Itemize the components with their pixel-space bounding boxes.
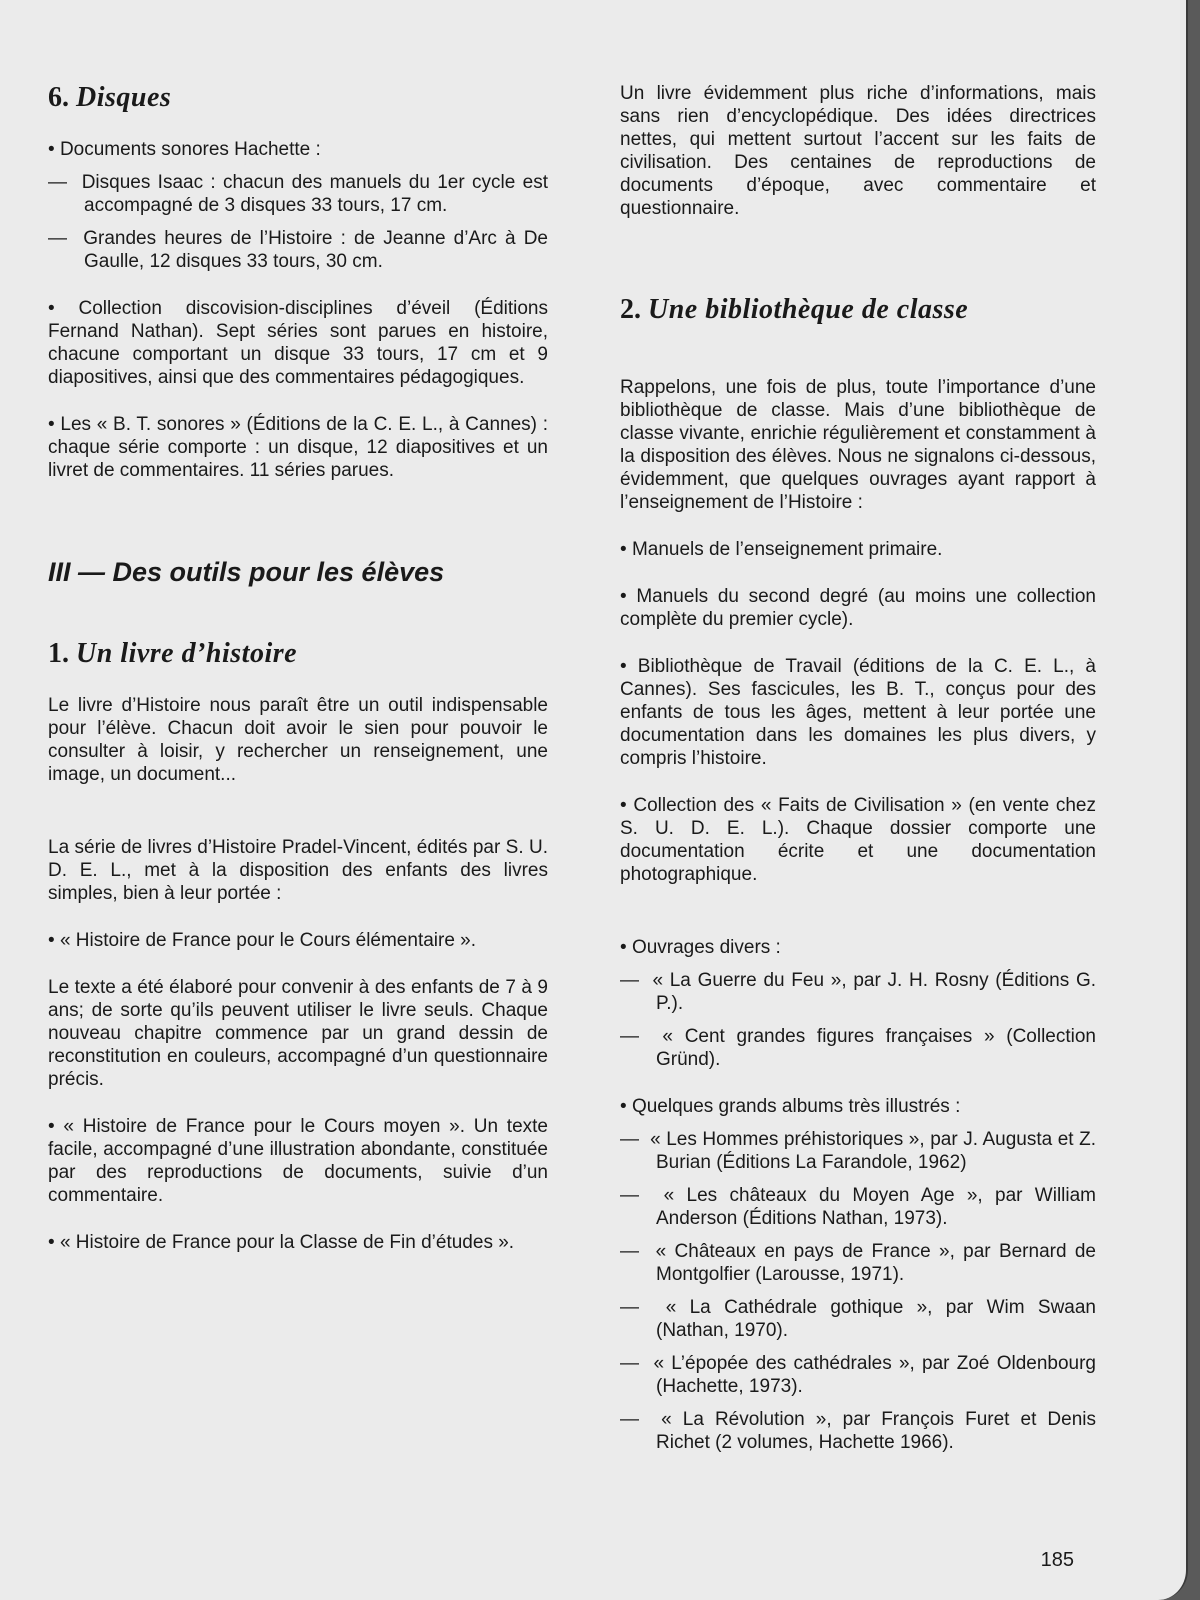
left-column xyxy=(48,82,548,1254)
dash-item: — « La Guerre du Feu », par J. H. Rosny (Éditions G. P.). xyxy=(620,969,1096,1015)
bullet-cours-elementaire: • « Histoire de France pour le Cours élémentaire ». xyxy=(48,929,548,952)
section-heading-bibliotheque: 2. Une bibliothèque de classe xyxy=(620,294,969,325)
dash-item: — « La Cathédrale gothique », par Wim Swaan (Nathan, 1970). xyxy=(620,1296,1096,1342)
dash-item: — « Les châteaux du Moyen Age », par William Anderson (Éditions Nathan, 1973). xyxy=(620,1184,1096,1230)
section-heading-livre: 1. Un livre d’histoire xyxy=(48,638,298,669)
dash-item: — Disques Isaac : chacun des manuels du 1er cycle est accompagné de 3 disques 33 tours, 17 cm. xyxy=(48,171,548,217)
paragraph-bibliotheque-intro: Rappelons, une fois de plus, toute l’importance d’une bibliothèque de classe. Mais d’une bibliothèque de classe vivante, enrichie régulièrement et constamment à la disposition des élèves. Nous ne signalons ci-dessous, évidemment, que quelques ouvrages ayant rapport à l’enseignement de l’Histoire : xyxy=(620,377,1096,513)
bullet-fin-etudes: • « Histoire de France pour la Classe de Fin d’études ». xyxy=(48,1231,548,1254)
bullet-bibliotheque-travail: • Bibliothèque de Travail (éditions de la C. E. L., à Cannes). Ses fascicules, les B. T., conçus pour des enfants de tous les âges, mettent à leur portée une documentation dans les domaines les plus divers, y compris l’histoire. xyxy=(620,655,1096,770)
bullet-faits-civilisation: • Collection des « Faits de Civilisation » (en vente chez S. U. D. E. L.). Chaque dossier comporte une documentation écrite et une documentation photographique. xyxy=(620,794,1096,886)
dash-item: — « Cent grandes figures françaises » (Collection Gründ). xyxy=(620,1025,1096,1071)
right-column xyxy=(620,82,1096,1454)
page-number: 185 xyxy=(1040,1549,1074,1571)
part-heading: III — Des outils pour les élèves xyxy=(48,557,445,587)
paragraph-intro: Le livre d’Histoire nous paraît être un outil indispensable pour l’élève. Chacun doit avoir le sien pour pouvoir le consulter à loisir, y rechercher un renseignement, une image, un document... xyxy=(48,695,548,785)
bullet-discovision: • Collection discovision-disciplines d’éveil (Éditions Fernand Nathan). Sept séries sont parues en histoire, chacune comportant un disque 33 tours, 17 cm et 9 diapositives, ainsi que des commentaires pédagogiques. xyxy=(48,297,548,389)
bullet-manuels-second: • Manuels du second degré (au moins une collection complète du premier cycle). xyxy=(620,585,1096,631)
bullet-hachette: • Documents sonores Hachette : xyxy=(48,138,548,161)
dash-item: — « La Révolution », par François Furet et Denis Richet (2 volumes, Hachette 1966). xyxy=(620,1408,1096,1454)
paragraph-serie: La série de livres d’Histoire Pradel-Vincent, édités par S. U. D. E. L., met à la disposition des enfants des livres simples, bien à leur portée : xyxy=(48,837,548,904)
dash-item: — « L’épopée des cathédrales », par Zoé Oldenbourg (Hachette, 1973). xyxy=(620,1352,1096,1398)
bullet-albums: • Quelques grands albums très illustrés : xyxy=(620,1095,1096,1118)
paragraph-cours-elementaire: Le texte a été élaboré pour convenir à des enfants de 7 à 9 ans; de sorte qu’ils peuvent utiliser le livre seuls. Chaque nouveau chapitre commence par un grand dessin de reconstitution en couleurs, accompagné d’un questionnaire précis. xyxy=(48,977,548,1090)
dash-item: — Grandes heures de l’Histoire : de Jeanne d’Arc à De Gaulle, 12 disques 33 tours, 30 cm. xyxy=(48,227,548,273)
bullet-bt-sonores: • Les « B. T. sonores » (Éditions de la C. E. L., à Cannes) : chaque série comporte : un disque, 12 diapositives et un livret de commentaires. 11 séries parues. xyxy=(48,413,548,482)
bullet-ouvrages-divers: • Ouvrages divers : xyxy=(620,936,1096,959)
section-heading-disques: 6. Disques xyxy=(48,82,172,113)
dash-item: — « Les Hommes préhistoriques », par J. Augusta et Z. Burian (Éditions La Farandole, 1962) xyxy=(620,1128,1096,1174)
bullet-manuels-primaire: • Manuels de l’enseignement primaire. xyxy=(620,538,1096,561)
bullet-cours-moyen: • « Histoire de France pour le Cours moyen ». Un texte facile, accompagné d’une illustration abondante, constituée par des reproductions de documents, suivie d’un commentaire. xyxy=(48,1115,548,1207)
dash-item: — « Châteaux en pays de France », par Bernard de Montgolfier (Larousse, 1971). xyxy=(620,1240,1096,1286)
paragraph-fin-etudes: Un livre évidemment plus riche d’informations, mais sans rien d’encyclopédique. Des idées directrices nettes, qui mettent surtout l’accent sur les faits de civilisation. Des centaines de reproductions de documents d’époque, avec commentaire et questionnaire. xyxy=(620,83,1096,219)
